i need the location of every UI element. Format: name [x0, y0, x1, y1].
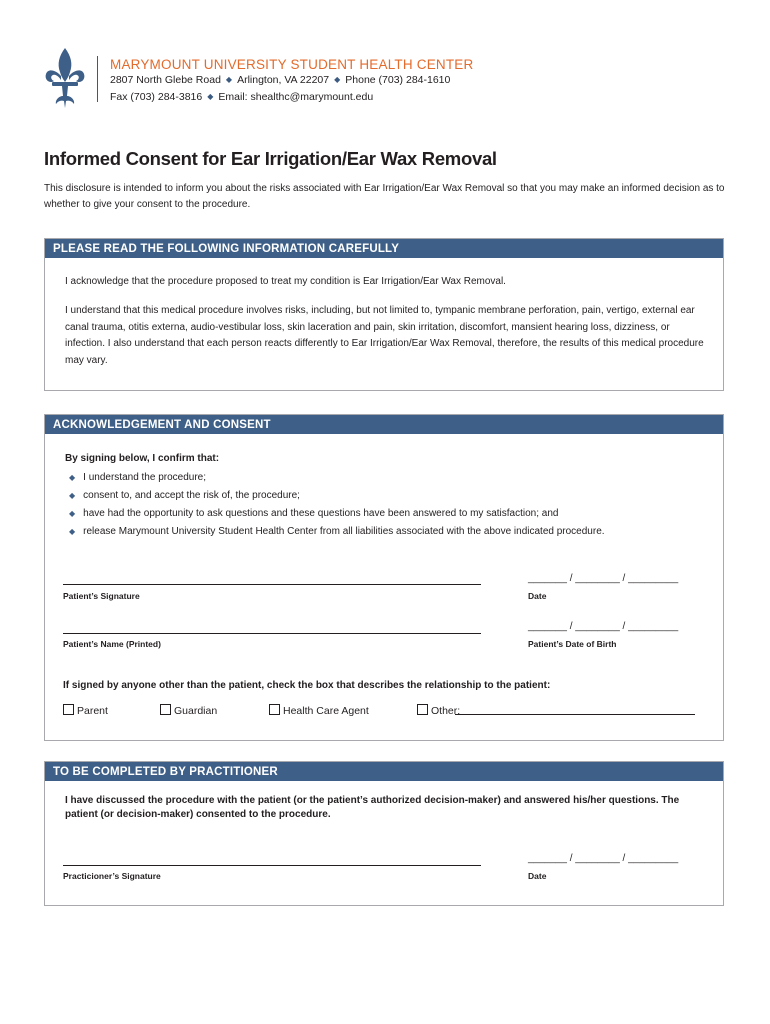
practitioner-signature-label: Practicioner’s Signature: [63, 871, 161, 881]
health-care-agent-checkbox[interactable]: Health Care Agent: [269, 704, 369, 717]
practitioner-statement: I have discussed the procedure with the patient (or the patient’s authorized decision-maker) and answered his/her questions. The patient (or decision-maker) consented to the procedure.: [65, 795, 680, 820]
dob-field[interactable]: _______ / ________ / _________: [528, 621, 679, 632]
list-item: ◆ release Marymount University Student Health Center from all liabilities associated with the above indicated procedure.: [69, 526, 605, 537]
confirm-list: [65, 469, 605, 541]
diamond-icon: ◆: [207, 92, 214, 101]
date-label: Date: [528, 591, 547, 601]
date-field[interactable]: _______ / ________ / _________: [528, 853, 679, 864]
info-section: [44, 238, 724, 391]
practitioner-section: [44, 761, 724, 906]
parent-checkbox[interactable]: Parent: [63, 704, 108, 717]
section-heading: PLEASE READ THE FOLLOWING INFORMATION CAREFULLY: [45, 239, 723, 258]
patient-name-field[interactable]: [63, 633, 481, 634]
fleur-de-lis-icon: [44, 46, 86, 110]
relationship-prompt: If signed by anyone other than the patient, check the box that describes the relationship to the patient:: [63, 680, 551, 691]
checkbox-icon[interactable]: [269, 704, 280, 715]
list-item: ◆ have had the opportunity to ask questions and these questions have been answered to my satisfaction; and: [69, 508, 559, 519]
page-title: Informed Consent for Ear Irrigation/Ear Wax Removal: [44, 148, 497, 169]
city: Arlington, VA 22207: [237, 74, 330, 86]
risks-paragraph: I understand that this medical procedure involves risks, including, but not limited to, tympanic membrane perforation, pain, vertigo, external ear canal trauma, otitis externa, audio-vestibular loss, skin laceration and pain, skin irritation, discomfort, mansient hearing loss, dizziness, or infection. I also understand that each person reacts differently to Ear Irrigation/Ear Wax Removal, therefore, the results of this medical procedure may vary.: [65, 305, 704, 366]
acknowledge-paragraph: I acknowledge that the procedure proposed to treat my condition is Ear Irrigation/Ear Wax Removal.: [65, 276, 506, 287]
patient-signature-label: Patient’s Signature: [63, 591, 140, 601]
section-heading: ACKNOWLEDGEMENT AND CONSENT: [45, 415, 723, 434]
diamond-icon: ◆: [225, 75, 233, 84]
diamond-icon: ◆: [69, 491, 76, 500]
email: Email: shealthc@marymount.edu: [218, 91, 374, 103]
checkbox-icon[interactable]: [63, 704, 74, 715]
org-name: MARYMOUNT UNIVERSITY STUDENT HEALTH CENTER: [110, 57, 474, 72]
diamond-icon: ◆: [69, 527, 76, 536]
other-field[interactable]: [455, 714, 695, 715]
header-divider: [97, 56, 98, 102]
street-address: 2807 North Glebe Road: [110, 74, 221, 86]
date-field[interactable]: _______ / ________ / _________: [528, 573, 679, 584]
date-label: Date: [528, 871, 547, 881]
intro-text: This disclosure is intended to inform you about the risks associated with Ear Irrigation/Ear Wax Removal so that you may make an informed decision as to whether to give your consent to the procedure.: [44, 183, 725, 210]
diamond-icon: ◆: [69, 473, 76, 482]
list-item: ◆ I understand the procedure;: [69, 472, 207, 483]
guardian-checkbox[interactable]: Guardian: [160, 704, 217, 717]
fax: Fax (703) 284-3816: [110, 91, 203, 103]
confirm-lead: By signing below, I confirm that:: [65, 453, 220, 464]
phone: Phone (703) 284-1610: [345, 74, 451, 86]
address-line-2: [110, 91, 373, 103]
address-line-1: [110, 74, 450, 86]
other-checkbox[interactable]: Other:: [417, 704, 460, 717]
dob-label: Patient’s Date of Birth: [528, 639, 617, 649]
patient-name-label: Patient’s Name (Printed): [63, 639, 161, 649]
diamond-icon: ◆: [69, 509, 76, 518]
section-heading: TO BE COMPLETED BY PRACTITIONER: [45, 762, 723, 781]
checkbox-icon[interactable]: [417, 704, 428, 715]
list-item: ◆ consent to, and accept the risk of, the procedure;: [69, 490, 300, 501]
diamond-icon: ◆: [334, 75, 341, 84]
consent-section: [44, 414, 724, 741]
practitioner-signature-field[interactable]: [63, 865, 481, 866]
checkbox-icon[interactable]: [160, 704, 171, 715]
patient-signature-field[interactable]: [63, 584, 481, 585]
